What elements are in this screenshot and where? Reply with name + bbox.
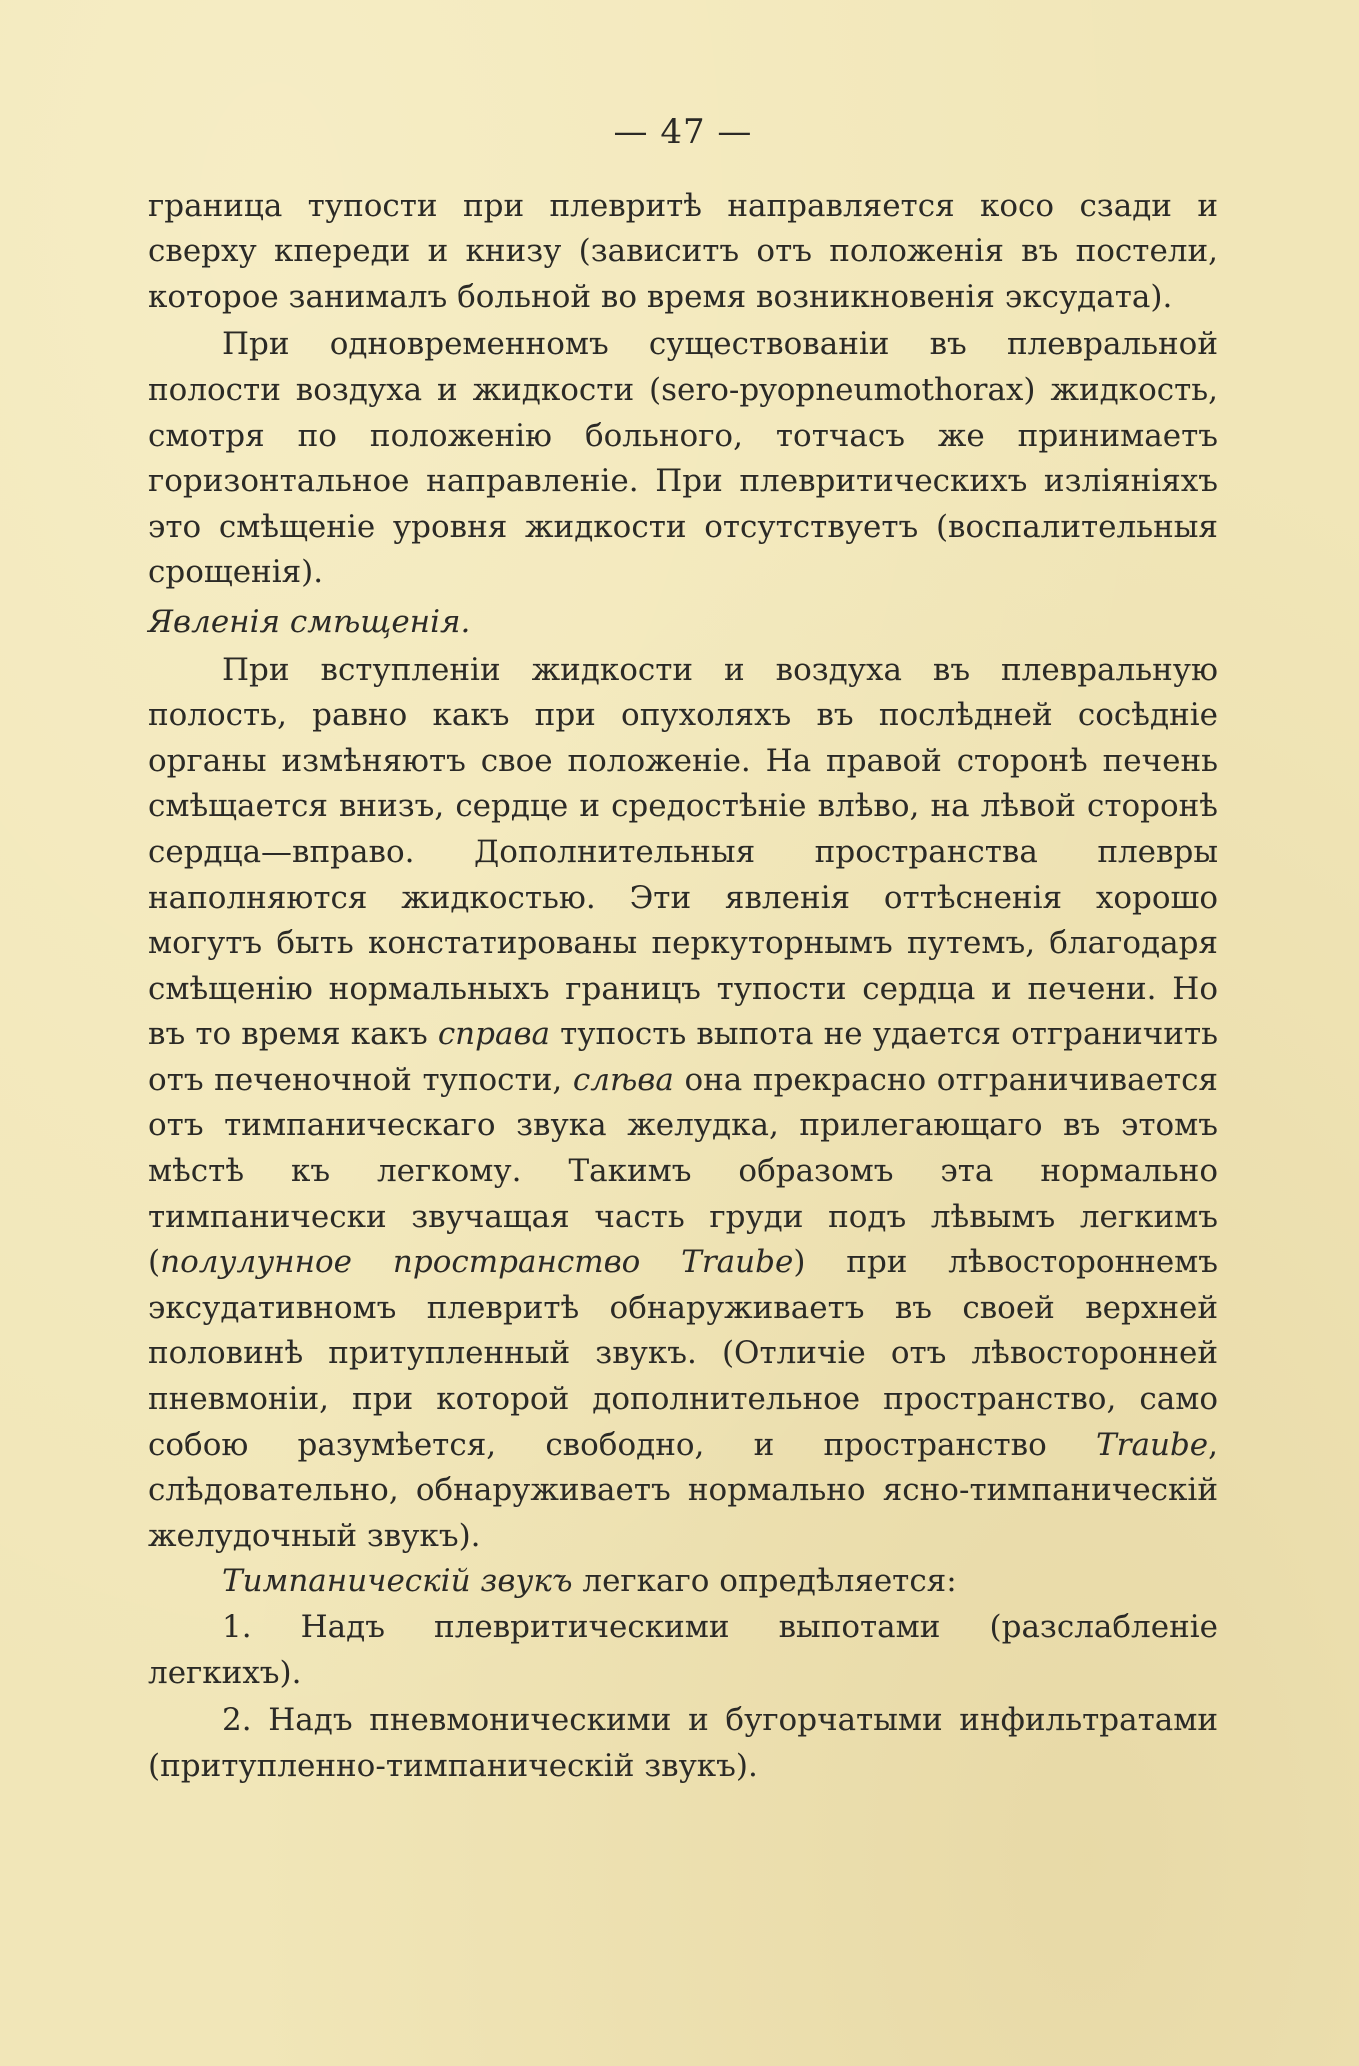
text-span: При вступленіи жидкости и воздуха въ плевральную полость, равно какъ при опухоляхъ въ послѣдней сосѣдніе органы измѣняютъ свое положеніе. На правой сторонѣ печень смѣщается внизъ, сердце и средостѣніе влѣво, на лѣвой сторонѣ сердца—вправо. Дополнительныя пространства плевры наполняются жидкостью. Эти явленія оттѣсненія хорошо могутъ быть констатированы перкуторнымъ путемъ, благодаря смѣщенію нормальныхъ границъ тупости сердца и печени. Но въ то время какъ [148,651,1218,1053]
emphasis-traube-space: полулунное пространство Traube [160,1244,794,1281]
emphasis-right: справа [437,1016,550,1053]
book-page [148,110,1218,1789]
emphasis-traube: Traube [1096,1426,1209,1463]
list-item-2: 2. Надъ пневмоническими и бугорчатыми инфильтратами (притупленно-тимпаническій звукъ). [148,1702,1218,1784]
page-number: — 47 — [613,112,753,152]
paragraph-displacement [148,648,1218,1560]
text-span: она прекрасно отграничивается отъ тимпаническаго звука желудка, прилегающаго въ этомъ мѣстѣ къ легкому. Такимъ образомъ эта нормально тимпанически звучащая часть груди подъ лѣвымъ легкимъ ( [148,1061,1218,1281]
emphasis-left: слѣва [572,1061,674,1098]
paragraph-dullness-boundary: граница тупости при плевритѣ направляется косо сзади и сверху кпереди и книзу (зависитъ отъ положенія въ постели, которое занималъ больной во время возникновенія эксудата). [148,187,1218,315]
paragraph-tympanic-sound [148,1559,1218,1605]
list-item-1: 1. Надъ плевритическими выпотами (разслабленіе легкихъ). [148,1609,1218,1691]
paragraph-pyopneumothorax: При одновременномъ существованіи въ плевральной полости воздуха и жидкости (sero-pyopneumothorax) жидкость, смотря по положенію больного, тотчасъ же принимаетъ горизонтальное направленіе. При плевритическихъ изліяніяхъ это смѣщеніе уровня жидкости отсутствуетъ (воспалительныя срощенія). [148,326,1218,591]
emphasis-tympanic: Тимпаническій звукъ [222,1563,573,1600]
text-span: тупость выпота не удается отграничить отъ печеночной тупости, [148,1016,1218,1098]
text-span: , слѣдовательно, обнаруживаетъ нормально ясно-тимпаническій желудочный звукъ). [148,1426,1218,1554]
text-span: легкаго опредѣляется: [572,1563,957,1600]
text-span: ) при лѣвостороннемъ эксудативномъ плевритѣ обнаруживаетъ въ своей верхней половинѣ притупленный звукъ. (Отличіе отъ лѣвосторонней пневмоніи, при которой дополнительное пространство, само собою разумѣется, свободно, и пространство [148,1244,1218,1463]
section-heading: Явленія смѣщенія. [148,603,471,640]
